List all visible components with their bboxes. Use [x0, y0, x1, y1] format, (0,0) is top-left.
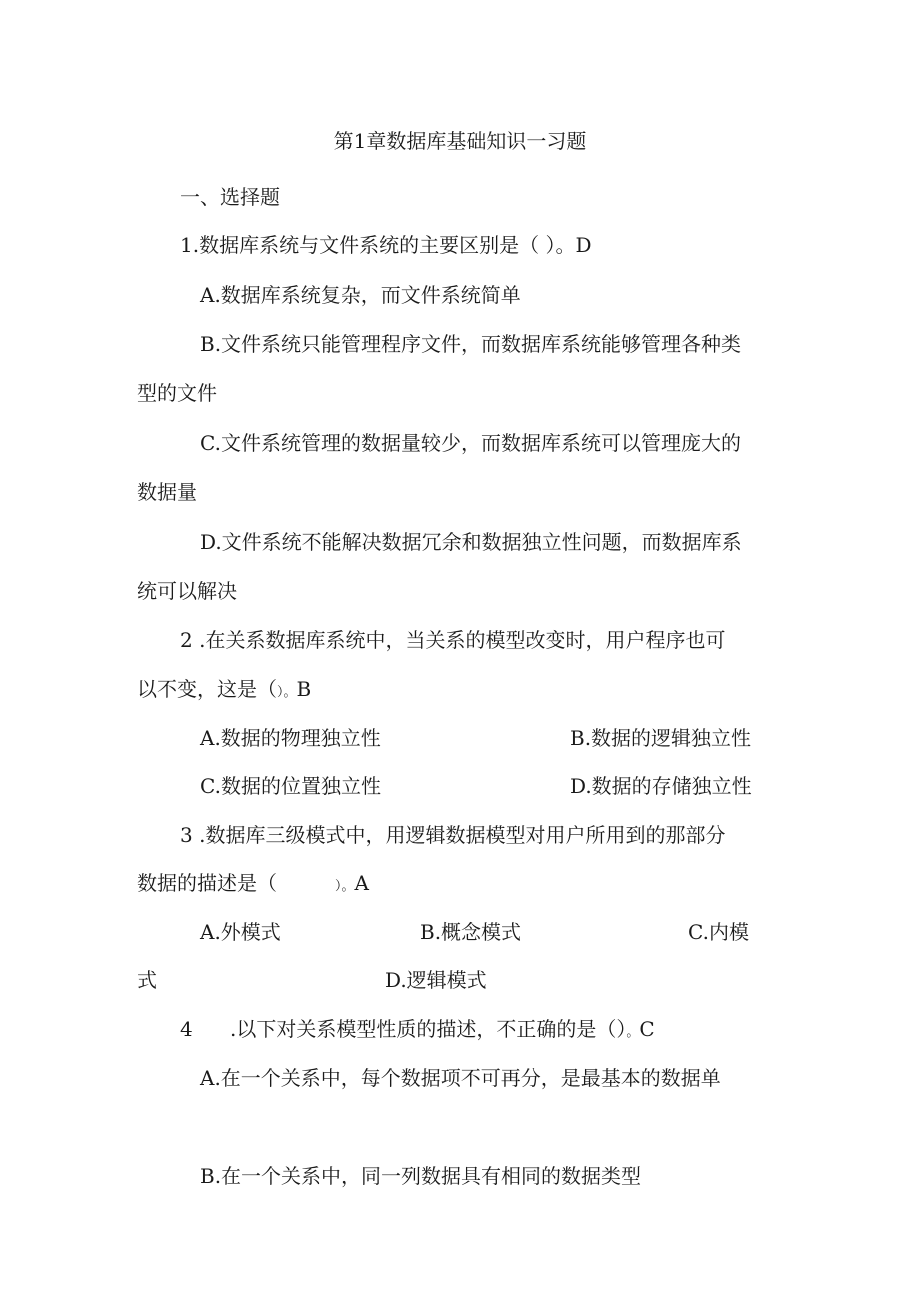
- q3-stem-line2: [137, 870, 369, 900]
- q4-option-b: B.在一个关系中，同一列数据具有相同的数据类型: [200, 1164, 642, 1188]
- q1-option-d-line1: D.文件系统不能解决数据冗余和数据独立性问题，而数据库系: [200, 530, 742, 554]
- q1-option-c-line2: 数据量: [137, 480, 197, 504]
- q2-stem-text: 以不变，这是（: [137, 677, 277, 701]
- page-title: 第1章数据库基础知识一习题: [333, 129, 587, 153]
- q2-option-b: B.数据的逻辑独立性: [570, 726, 752, 750]
- q1-option-a: A.数据库系统复杂，而文件系统简单: [200, 283, 521, 307]
- q4-stem: [230, 1016, 655, 1046]
- q3-answer: A: [354, 871, 369, 895]
- q3-option-b: B.概念模式: [420, 920, 522, 944]
- q1-stem: 1.数据库系统与文件系统的主要区别是（ ）。D: [180, 233, 592, 257]
- q2-stem-line1: 2 .在关系数据库系统中，当关系的模型改变时，用户程序也可: [180, 628, 726, 652]
- q2-option-a: A.数据的物理独立性: [200, 726, 381, 750]
- q1-option-c-line1: C.文件系统管理的数据量较少，而数据库系统可以管理庞大的: [200, 431, 741, 455]
- q2-stem-line2: [137, 676, 311, 706]
- q4-answer: C: [639, 1017, 655, 1041]
- q2-option-c: C.数据的位置独立性: [200, 774, 381, 798]
- q1-option-b-line2: 型的文件: [137, 381, 217, 405]
- q3-stem-line1: 3 .数据库三级模式中，用逻辑数据模型对用户所用到的那部分: [180, 823, 726, 847]
- q2-answer: B: [296, 677, 312, 701]
- q3-stem-paren: ）。: [335, 879, 355, 894]
- q2-option-d: D.数据的存储独立性: [570, 774, 752, 798]
- q3-option-a: A.外模式: [200, 920, 281, 944]
- q3-stem-text: 数据的描述是（: [137, 871, 277, 895]
- q4-number: 4: [180, 1017, 193, 1041]
- q4-stem-text: .以下对关系模型性质的描述，不正确的是（）: [230, 1017, 627, 1041]
- q3-option-d: D.逻辑模式: [385, 968, 487, 992]
- q2-stem-paren: ）。: [277, 685, 297, 700]
- q4-option-a: A.在一个关系中，每个数据项不可再分，是最基本的数据单: [200, 1066, 721, 1090]
- q3-option-c-part2: 式: [137, 968, 157, 992]
- section-heading: 一、选择题: [180, 185, 280, 209]
- q3-option-c-part1: C.内模: [688, 920, 749, 944]
- q4-stem-mark: 。: [626, 1025, 640, 1040]
- q1-option-b-line1: B.文件系统只能管理程序文件，而数据库系统能够管理各种类: [200, 332, 742, 356]
- q1-option-d-line2: 统可以解决: [137, 579, 237, 603]
